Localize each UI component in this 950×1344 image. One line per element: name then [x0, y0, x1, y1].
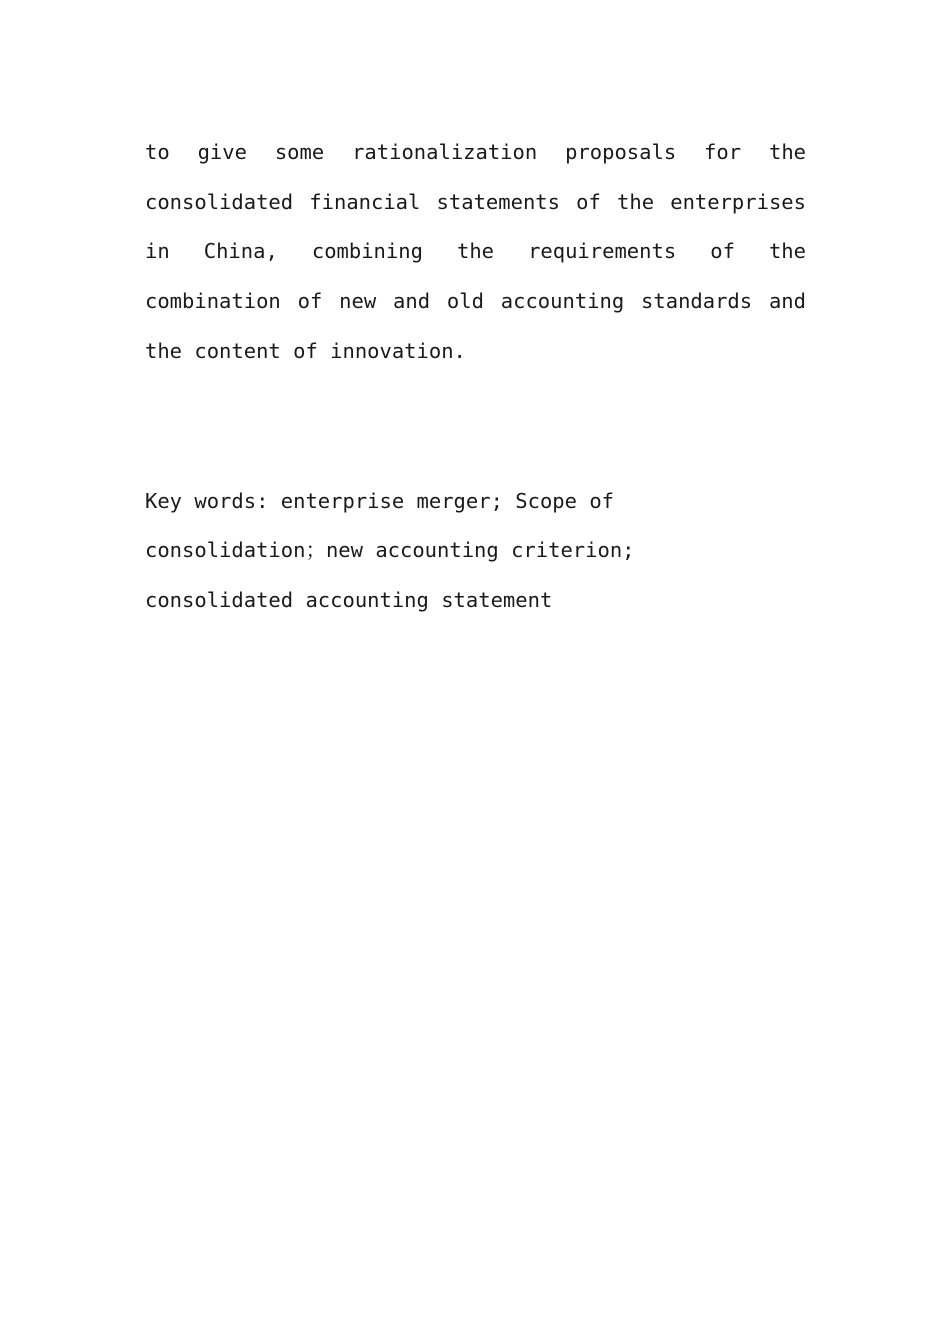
abstract-paragraph: to give some rationalization proposals for the consolidated financial statements of the enterprises in China, combining the requirements of the combination of new and old accounting standards and the content of innovation.	[145, 140, 806, 363]
keywords-block	[145, 477, 665, 626]
keywords-line-2: consolidation；new accounting criterion;	[145, 538, 635, 563]
page-content	[145, 128, 806, 626]
keywords-line-1: Key words: enterprise merger; Scope of	[145, 488, 614, 513]
keywords-line-3: consolidated accounting statement	[145, 587, 553, 612]
